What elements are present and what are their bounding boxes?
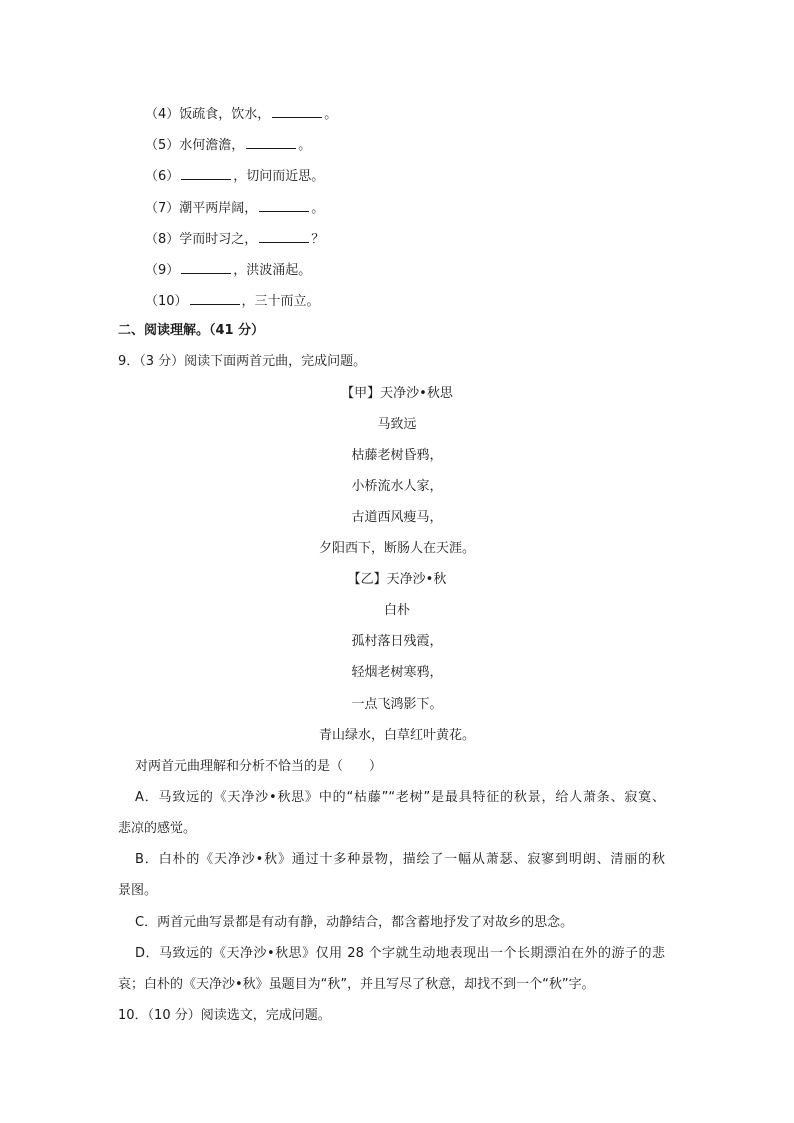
fill-item-9: [145, 260, 311, 280]
option-c-line1: C．两首元曲写景都是有动有静，动静结合，都含蓄地抒发了对故乡的思念。: [135, 915, 574, 930]
option-d-line1: D．马致远的《天净沙•秋思》仅用 28 个字就生动地表现出一个长期漂泊在外的游子的悲: [135, 946, 665, 961]
poem-b-line: 一点飞鸿影下。: [351, 697, 443, 712]
answer-blank: [259, 198, 309, 212]
answer-blank: [181, 166, 231, 180]
fill-item-7: [145, 198, 324, 218]
question-9-stem: 9．（3 分）阅读下面两首元曲，完成问题。: [118, 354, 367, 369]
fill-item-suffix: ，切问而近思。: [233, 169, 325, 184]
answer-blank: [259, 229, 309, 243]
option-b-line2: 景图。: [118, 883, 158, 898]
answer-blank: [181, 260, 231, 274]
fill-item-4: [145, 104, 337, 124]
fill-item-prefix: （4）饭疏食，饮水，: [145, 107, 271, 122]
fill-item-suffix: ，三十而立。: [241, 294, 320, 309]
section-heading: 二、阅读理解。（41 分）: [118, 323, 265, 338]
option-a-line2: 悲凉的感觉。: [118, 821, 197, 836]
answer-blank: [246, 135, 296, 149]
poem-a-title: 【甲】天净沙•秋思: [341, 386, 453, 401]
option-d-line2: 哀；白朴的《天净沙•秋》虽题目为“秋”，并且写尽了秋意，却找不到一个“秋”字。: [118, 977, 595, 992]
poem-a-line: 枯藤老树昏鸦，: [351, 448, 443, 463]
fill-item-6: [145, 166, 324, 186]
question-10-stem: 10．（10 分）阅读选文，完成问题。: [118, 1008, 331, 1023]
answer-blank: [272, 104, 322, 118]
fill-item-8: [145, 229, 324, 249]
fill-item-prefix: （9）: [145, 263, 180, 278]
fill-item-suffix: ？: [311, 232, 325, 247]
option-a-line1: A．马致远的《天净沙•秋思》中的“枯藤”“老树”是最具特征的秋景，给人萧条、寂寞、: [135, 790, 665, 805]
fill-item-prefix: （5）水何澹澹，: [145, 138, 245, 153]
fill-item-suffix: ，洪波涌起。: [233, 263, 312, 278]
fill-item-suffix: 。: [298, 138, 312, 153]
option-b-line1: B．白朴的《天净沙•秋》通过十多种景物，描绘了一幅从萧瑟、寂寥到明朗、清丽的秋: [135, 852, 665, 867]
fill-item-prefix: （7）潮平两岸阔，: [145, 201, 258, 216]
answer-blank: [190, 291, 240, 305]
poem-b-line: 轻烟老树寒鸦，: [351, 665, 443, 680]
poem-a-line: 小桥流水人家，: [351, 479, 443, 494]
poem-b-line: 青山绿水，白草红叶黄花。: [318, 728, 475, 743]
poem-b-title: 【乙】天净沙•秋: [347, 572, 447, 587]
fill-item-5: [145, 135, 311, 155]
poem-b-line: 孤村落日残霞，: [351, 634, 443, 649]
poem-a-line: 夕阳西下，断肠人在天涯。: [318, 541, 475, 556]
fill-item-prefix: （6）: [145, 169, 180, 184]
fill-item-suffix: 。: [324, 107, 338, 122]
question-9-prompt: 对两首元曲理解和分析不恰当的是（ ）: [135, 759, 383, 774]
poem-a-author: 马致远: [377, 417, 417, 432]
fill-item-suffix: 。: [311, 201, 325, 216]
fill-item-prefix: （10）: [145, 294, 188, 309]
poem-b-author: 白朴: [383, 603, 410, 618]
fill-item-prefix: （8）学而时习之，: [145, 232, 258, 247]
fill-item-10: [145, 291, 320, 311]
poem-a-line: 古道西风瘦马，: [351, 510, 443, 525]
